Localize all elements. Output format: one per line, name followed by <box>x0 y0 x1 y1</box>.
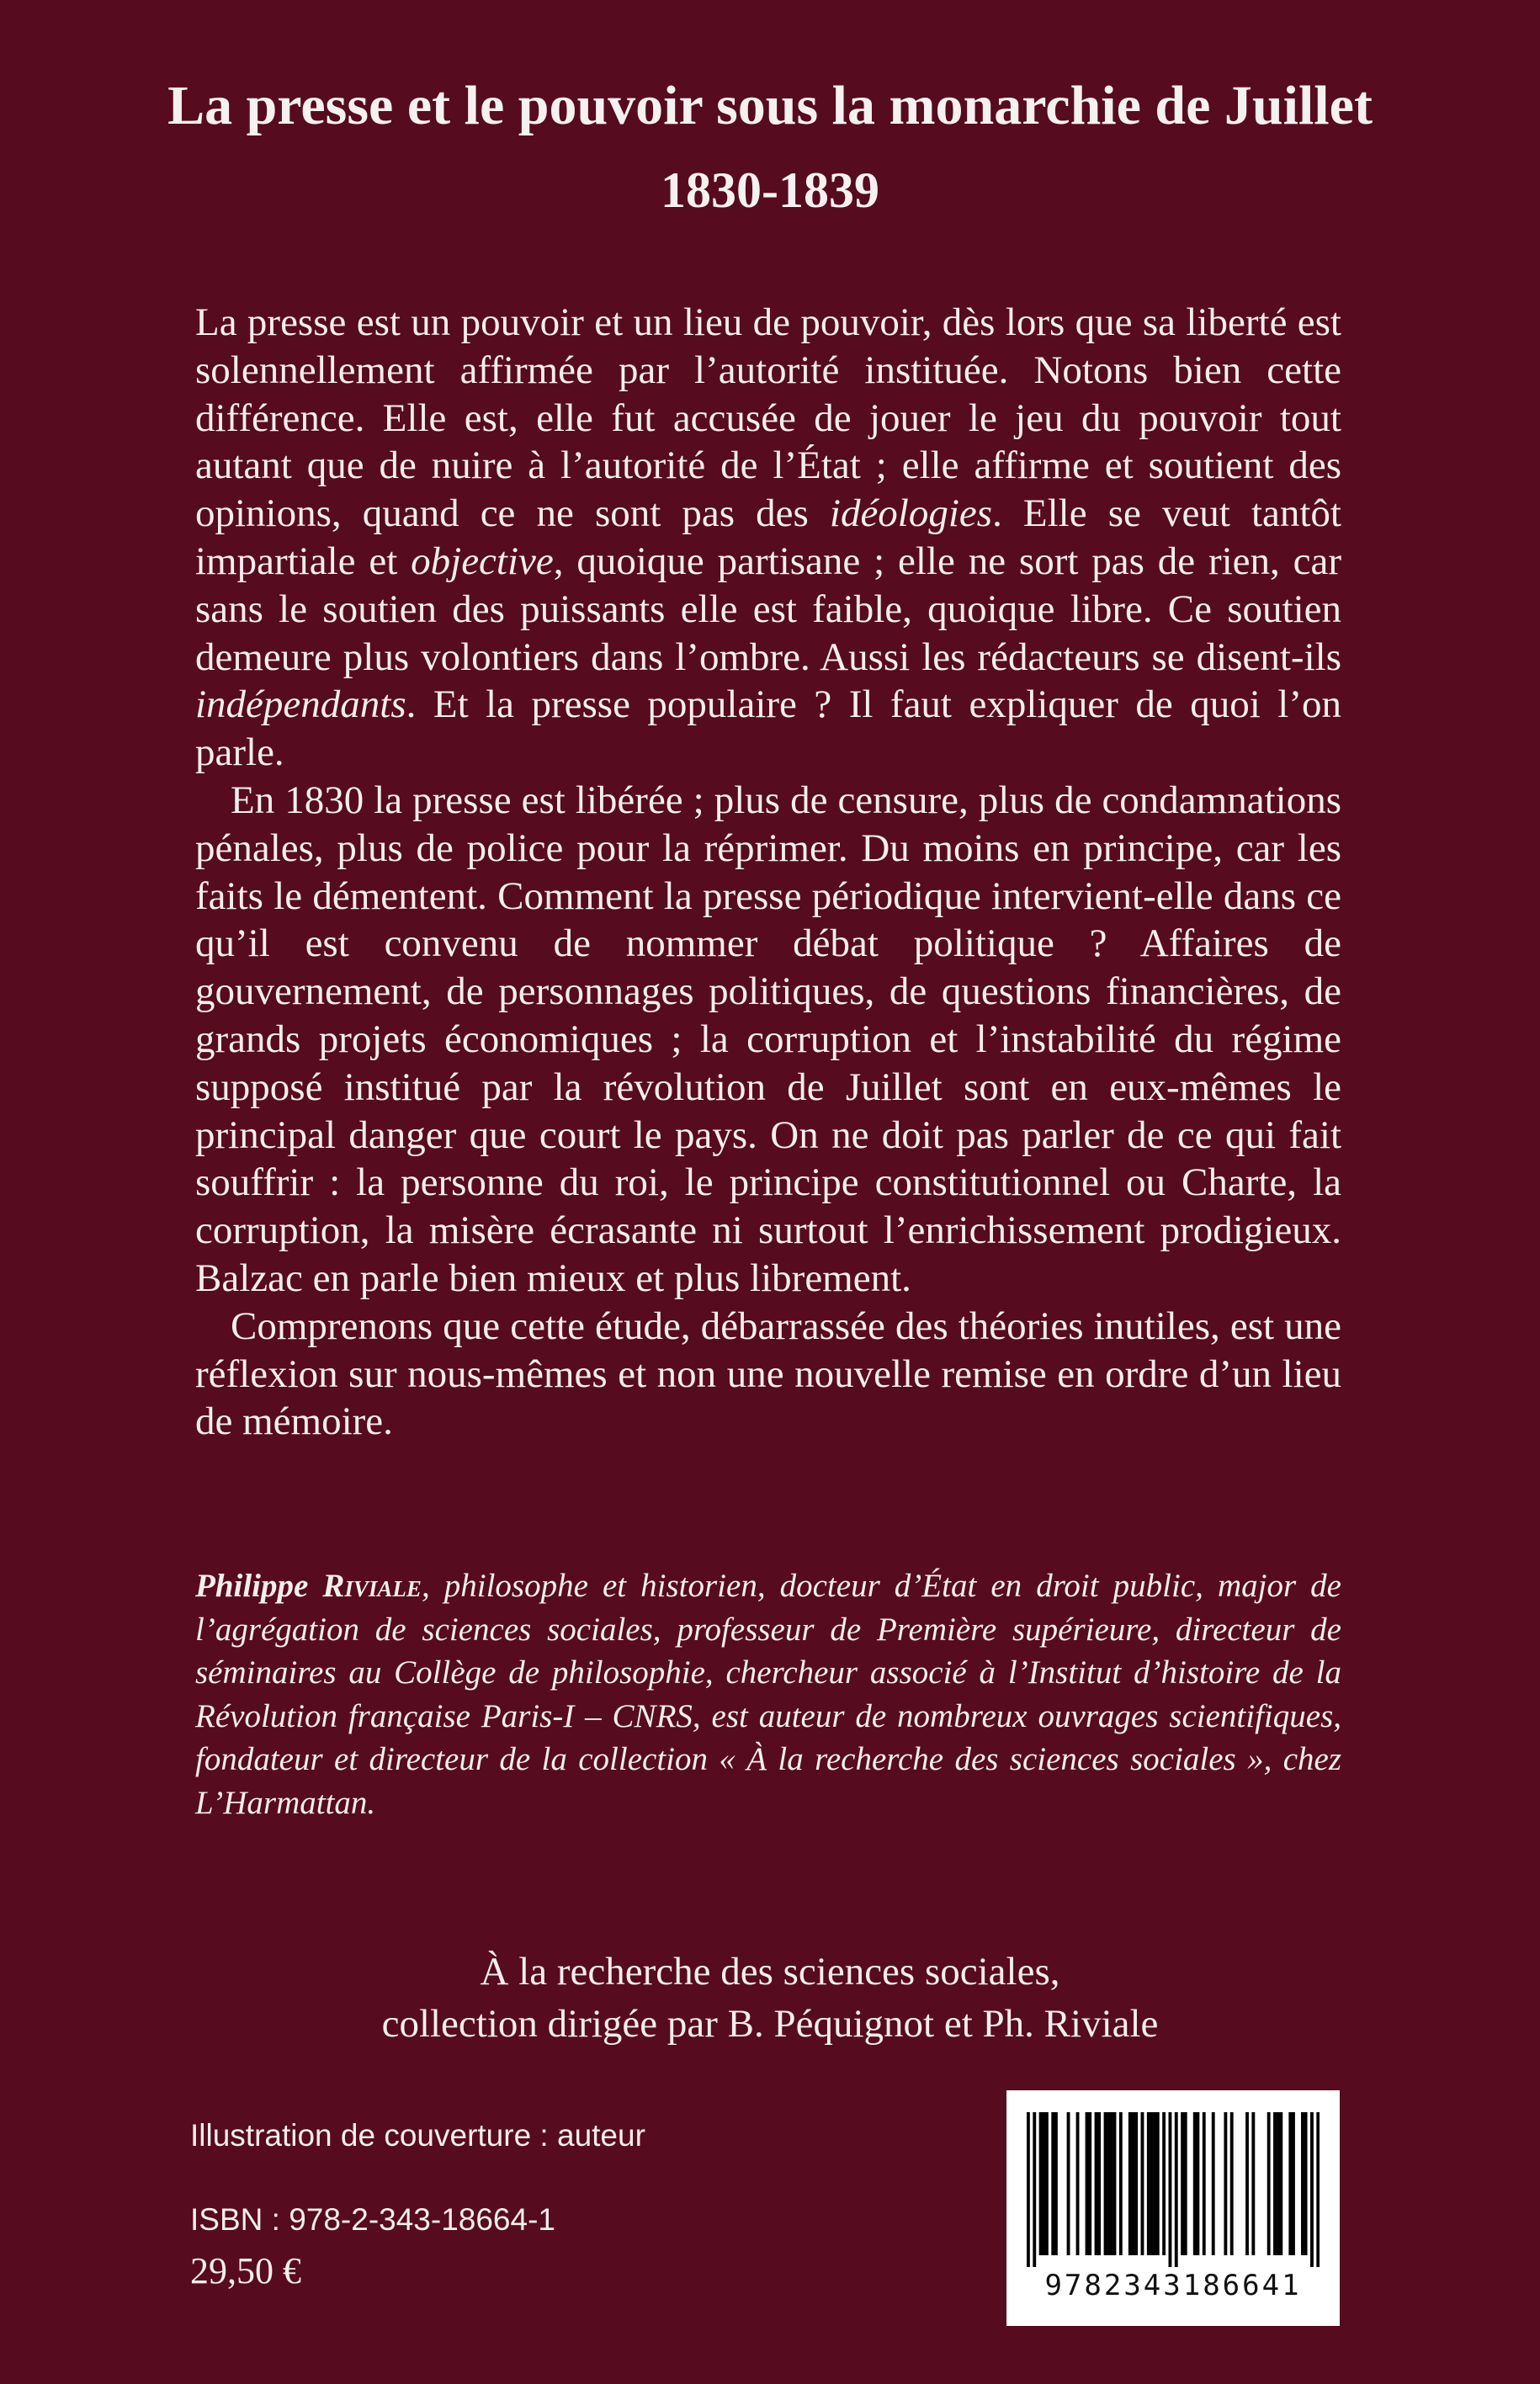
barcode-bar <box>1310 2112 1314 2267</box>
barcode-bar <box>1224 2112 1227 2255</box>
back-cover-blurb <box>195 299 1341 1446</box>
barcode-bar <box>1132 2112 1135 2255</box>
collection-name: À la recherche des sciences sociales, <box>480 1950 1060 1994</box>
barcode-bar <box>1147 2112 1150 2255</box>
barcode-bar <box>1273 2112 1277 2255</box>
blurb-text: , quoique partisane ; elle ne sort pas de rien, car sans le soutien des puissants elle est faible, quoique libre. Ce soutien demeure plus volontiers dans l’ombre. Aussi les rédacteurs se disent-ils <box>195 539 1341 679</box>
barcode-bar <box>1212 2112 1215 2255</box>
book-subtitle: 1830-1839 <box>661 162 879 218</box>
barcode-bar <box>1045 2112 1049 2255</box>
barcode-bar <box>1110 2112 1113 2255</box>
barcode-bar <box>1128 2112 1132 2255</box>
collection-info <box>0 1946 1540 2050</box>
barcode-bar <box>1156 2112 1160 2255</box>
isbn: ISBN : 978-2-343-18664-1 <box>190 2202 555 2237</box>
barcode-bar <box>1181 2112 1184 2255</box>
price: 29,50 € <box>190 2250 301 2291</box>
barcode-bar <box>1162 2112 1166 2255</box>
barcode-bar <box>1033 2112 1036 2267</box>
barcode-number: 9782343186641 <box>1044 2269 1302 2302</box>
barcode-bar <box>1153 2112 1156 2255</box>
barcode-bar <box>1107 2112 1110 2255</box>
barcode-bars <box>1027 2112 1320 2267</box>
barcode-bar <box>1097 2112 1101 2255</box>
blurb-emphasis: idéologies <box>829 491 993 536</box>
barcode-bar <box>1027 2112 1030 2267</box>
barcode-bar <box>1113 2112 1117 2255</box>
blurb-text: . Et la presse populaire ? Il faut expliquer de quoi l’on parle. <box>195 682 1341 775</box>
barcode-bar <box>1054 2112 1058 2255</box>
barcode-bar <box>1277 2112 1280 2255</box>
blurb-emphasis: objective <box>411 539 554 583</box>
barcode-bar <box>1067 2112 1070 2255</box>
barcode-bar <box>1279 2112 1282 2255</box>
barcode-bar <box>1184 2112 1187 2255</box>
barcode-bar <box>1196 2112 1199 2255</box>
author-bio-text: , philosophe et historien, docteur d’État en droit public, major de l’agrégation de sciences sociales, professeur de Première supérieure, directeur de séminaires au Collège de philosophie, chercheur associé à l’Institut d’histoire de la Révolution française Paris-I – CNRS, est auteur de nombreux ouvrages scientifiques, fondateur et directeur de la collection « À la recherche des sciences sociales », chez L’Harmattan. <box>195 1568 1341 1821</box>
barcode-bar <box>1169 2112 1172 2267</box>
barcode-bar <box>1251 2112 1255 2255</box>
illustration-credit: Illustration de couverture : auteur <box>190 2118 645 2153</box>
barcode-bar <box>1119 2112 1123 2255</box>
author-first-name: Philippe <box>195 1568 323 1604</box>
barcode-bar <box>1039 2112 1043 2255</box>
book-title: La presse et le pouvoir sous la monarchie de Juillet <box>167 75 1373 136</box>
blurb-paragraph-2: En 1830 la presse est libérée ; plus de censure, plus de condamnations pénales, plus de police pour la réprimer. Du moins en principe, car les faits le démentent. Comment la presse périodique intervient-elle dans ce qu’il est convenu de nommer débat politique ? Affaires de gouvernement, de personnages politiques, de questions financières, de grands projets économiques ; la corruption et l’instabilité du régime supposé institué par la révolution de Juillet sont en eux-mêmes le principal danger que court le pays. On ne doit pas parler de ce qui fait souffrir : la personne du roi, le principe constitutionnel ou Charte, la corruption, la misère écrasante ni surtout l’enrichissement prodigieux. Balzac en parle bien mieux et plus librement. <box>195 778 1341 1300</box>
collection-directors: collection dirigée par B. Péquignot et Ph. Riviale <box>381 2002 1159 2046</box>
barcode-bar <box>1088 2112 1091 2255</box>
barcode-bar <box>1288 2112 1292 2255</box>
author-last-name: Riviale <box>322 1568 422 1604</box>
barcode-bar <box>1230 2112 1234 2255</box>
blurb-paragraph-1 <box>195 299 1341 777</box>
barcode-bar <box>1245 2112 1249 2255</box>
barcode-bar <box>1304 2112 1308 2255</box>
barcode-bar <box>1301 2112 1304 2255</box>
blurb-emphasis: indépendants <box>195 682 406 727</box>
barcode-bar <box>1193 2112 1197 2255</box>
barcode <box>1006 2090 1340 2326</box>
blurb-text: . Elle se veut tantôt impartiale et <box>195 491 1341 583</box>
barcode-bar <box>1150 2112 1154 2255</box>
author-name <box>195 1568 422 1604</box>
blurb-paragraph-3: Comprenons que cette étude, débarrassée des théories inutiles, est une réflexion sur nous-mêmes et non une nouvelle remise en ordre d’un lieu de mémoire. <box>195 1304 1341 1444</box>
barcode-bar <box>1267 2112 1271 2255</box>
author-biography <box>195 1564 1341 1824</box>
barcode-bar <box>1104 2112 1107 2255</box>
barcode-bar <box>1175 2112 1178 2267</box>
blurb-text: La presse est un pouvoir et un lieu de pouvoir, dès lors que sa liberté est solennellement affirmée par l’autorité instituée. Notons bien cette différence. Elle est, elle fut accusée de jouer le jeu du pouvoir tout autant que de nuire à l’autorité de l’État ; elle affirme et soutient des opinions, quand ce ne sont pas des <box>195 300 1341 536</box>
barcode-bar <box>1042 2112 1045 2255</box>
barcode-bar <box>1095 2112 1098 2255</box>
barcode-bar <box>1086 2112 1089 2255</box>
barcode-bar <box>1203 2112 1206 2255</box>
barcode-bar <box>1141 2112 1144 2255</box>
barcode-bar <box>1134 2112 1138 2255</box>
barcode-bar <box>1316 2112 1320 2267</box>
barcode-bar <box>1292 2112 1295 2255</box>
barcode-bar <box>1076 2112 1080 2255</box>
barcode-bar <box>1051 2112 1054 2255</box>
